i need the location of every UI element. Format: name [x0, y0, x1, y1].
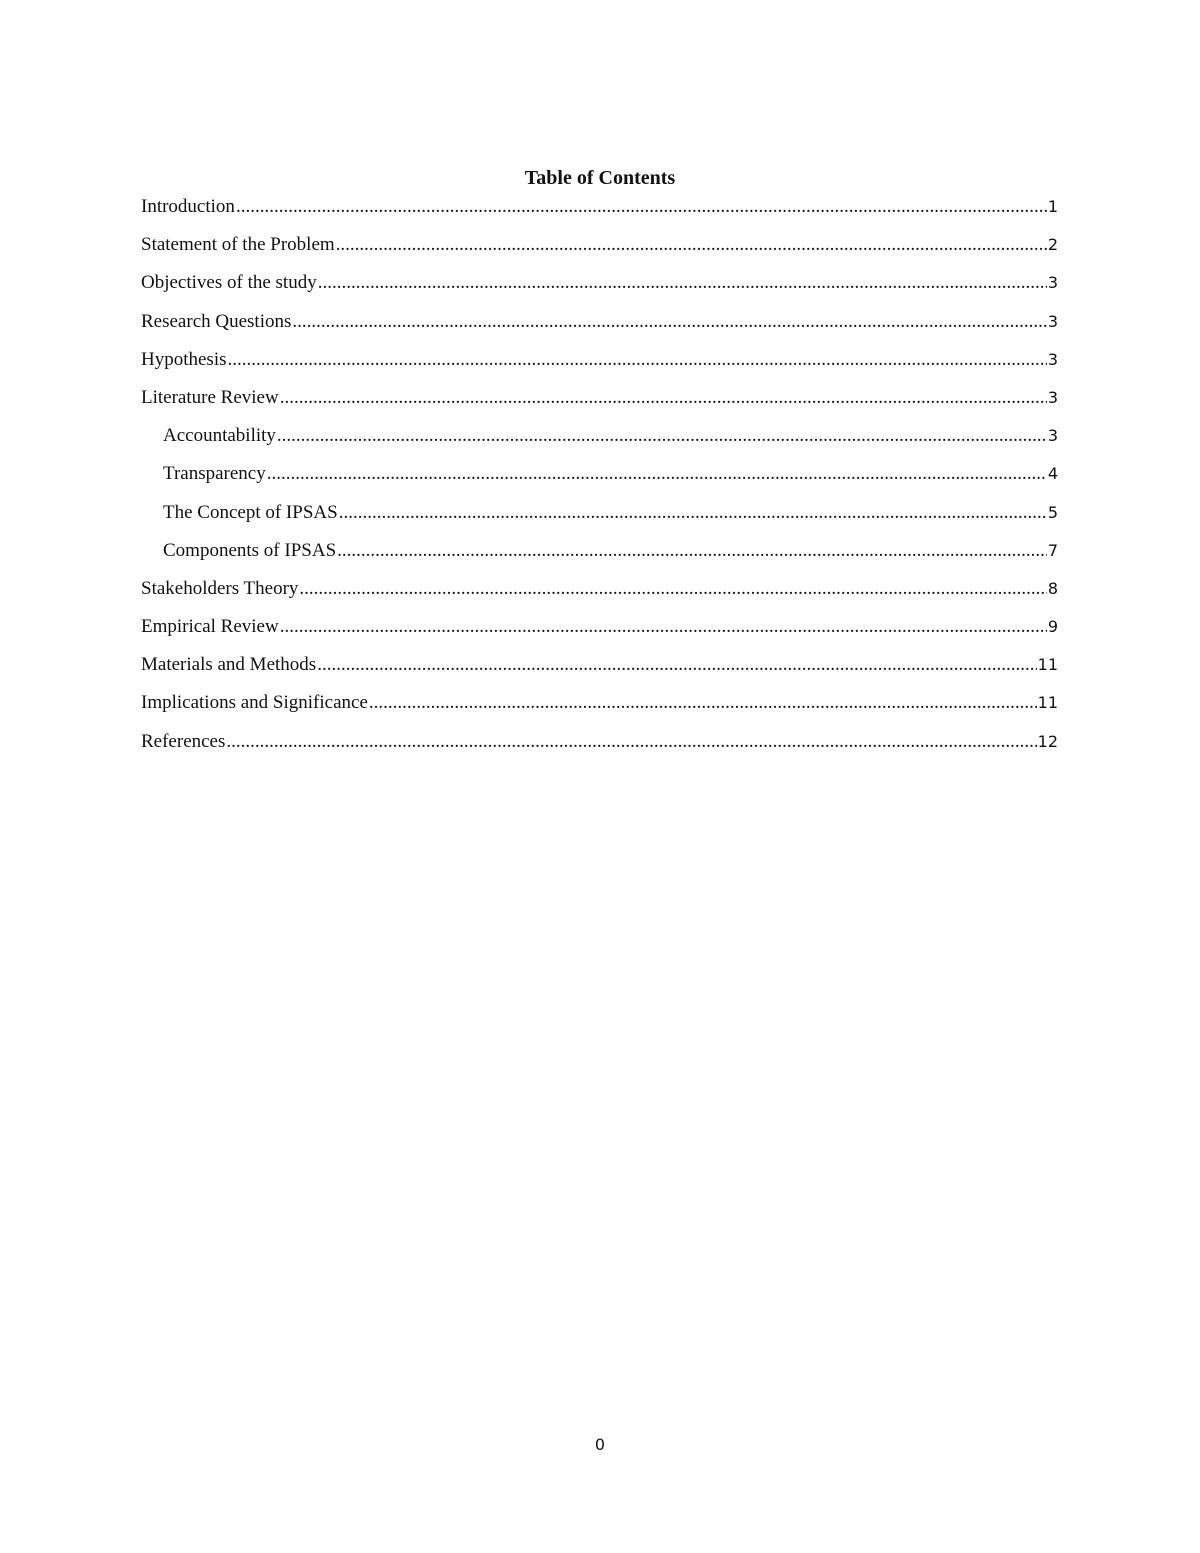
toc-entry-page: 3: [1047, 311, 1058, 331]
toc-dot-leader: [292, 309, 1046, 335]
toc-entry-label: Implications and Significance: [141, 692, 368, 714]
toc-entry-label: Introduction: [141, 196, 235, 217]
toc-entry-page: 1: [1047, 197, 1058, 216]
toc-entry-page: 3: [1047, 273, 1058, 293]
toc-dot-leader: [317, 652, 1036, 678]
toc-dot-leader: [280, 614, 1047, 640]
toc-entry-page: 11: [1037, 693, 1058, 713]
toc-entry-page: 4: [1047, 464, 1058, 484]
page-number: 0: [594, 1435, 606, 1454]
toc-entry-objectives-of-the-study[interactable]: [141, 270, 1058, 308]
toc-entry-label: Statement of the Problem: [141, 234, 335, 256]
toc-entry-page: 8: [1047, 578, 1058, 598]
toc-entry-references[interactable]: [141, 729, 1058, 767]
toc-entry-label: References: [141, 730, 226, 752]
toc-entry-transparency[interactable]: [141, 461, 1058, 499]
toc-entry-page: 12: [1037, 731, 1058, 751]
toc-dot-leader: [337, 538, 1047, 564]
toc-entry-page: 3: [1047, 426, 1058, 446]
toc-entry-page: 3: [1047, 349, 1058, 369]
toc-entry-page: 3: [1047, 387, 1058, 407]
toc-dot-leader: [336, 232, 1047, 258]
toc-entry-stakeholders-theory[interactable]: [141, 576, 1058, 614]
toc-entry-research-questions[interactable]: [141, 309, 1058, 347]
toc-entry-label: Empirical Review: [141, 616, 279, 638]
toc-entry-page: 11: [1037, 655, 1058, 675]
toc-entry-empirical-review[interactable]: [141, 614, 1058, 652]
toc-entry-materials-and-methods[interactable]: [141, 652, 1058, 690]
toc-dot-leader: [299, 576, 1046, 602]
toc-entry-statement-of-the-problem[interactable]: [141, 232, 1058, 270]
toc-entry-accountability[interactable]: [141, 423, 1058, 461]
toc-entry-literature-review[interactable]: [141, 385, 1058, 423]
toc-entry-page: 5: [1047, 502, 1058, 522]
toc-entry-implications-and-significance[interactable]: [141, 690, 1058, 728]
toc-entry-components-of-ipsas[interactable]: [141, 538, 1058, 576]
toc-list: [141, 194, 1058, 767]
toc-entry-page: 9: [1047, 617, 1058, 637]
toc-dot-leader: [277, 423, 1047, 449]
toc-dot-leader: [228, 347, 1047, 373]
toc-entry-label: Research Questions: [141, 310, 292, 332]
toc-entry-label: Stakeholders Theory: [141, 577, 299, 599]
toc-dot-leader: [267, 461, 1047, 487]
toc-entry-label: The Concept of IPSAS: [163, 501, 338, 523]
toc-entry-page: 2: [1047, 235, 1058, 255]
toc-entry-page: 7: [1047, 540, 1058, 560]
toc-entry-label: Objectives of the study: [141, 272, 317, 294]
toc-entry-concept-of-ipsas[interactable]: [141, 500, 1058, 538]
toc-dot-leader: [236, 194, 1047, 220]
toc-entry-label: Literature Review: [141, 386, 279, 408]
toc-dot-leader: [226, 729, 1036, 755]
toc-entry-label: Materials and Methods: [141, 654, 317, 676]
toc-entry-introduction[interactable]: [141, 194, 1058, 232]
toc-dot-leader: [280, 385, 1047, 411]
toc-dot-leader: [339, 500, 1047, 526]
toc-dot-leader: [318, 270, 1047, 296]
toc-entry-label: Accountability: [163, 425, 276, 447]
toc-entry-label: Components of IPSAS: [163, 539, 337, 561]
toc-dot-leader: [369, 690, 1037, 716]
toc-entry-hypothesis[interactable]: [141, 347, 1058, 385]
toc-entry-label: Transparency: [163, 463, 266, 485]
toc-entry-label: Hypothesis: [141, 348, 227, 370]
toc-title: Table of Contents: [524, 167, 676, 189]
